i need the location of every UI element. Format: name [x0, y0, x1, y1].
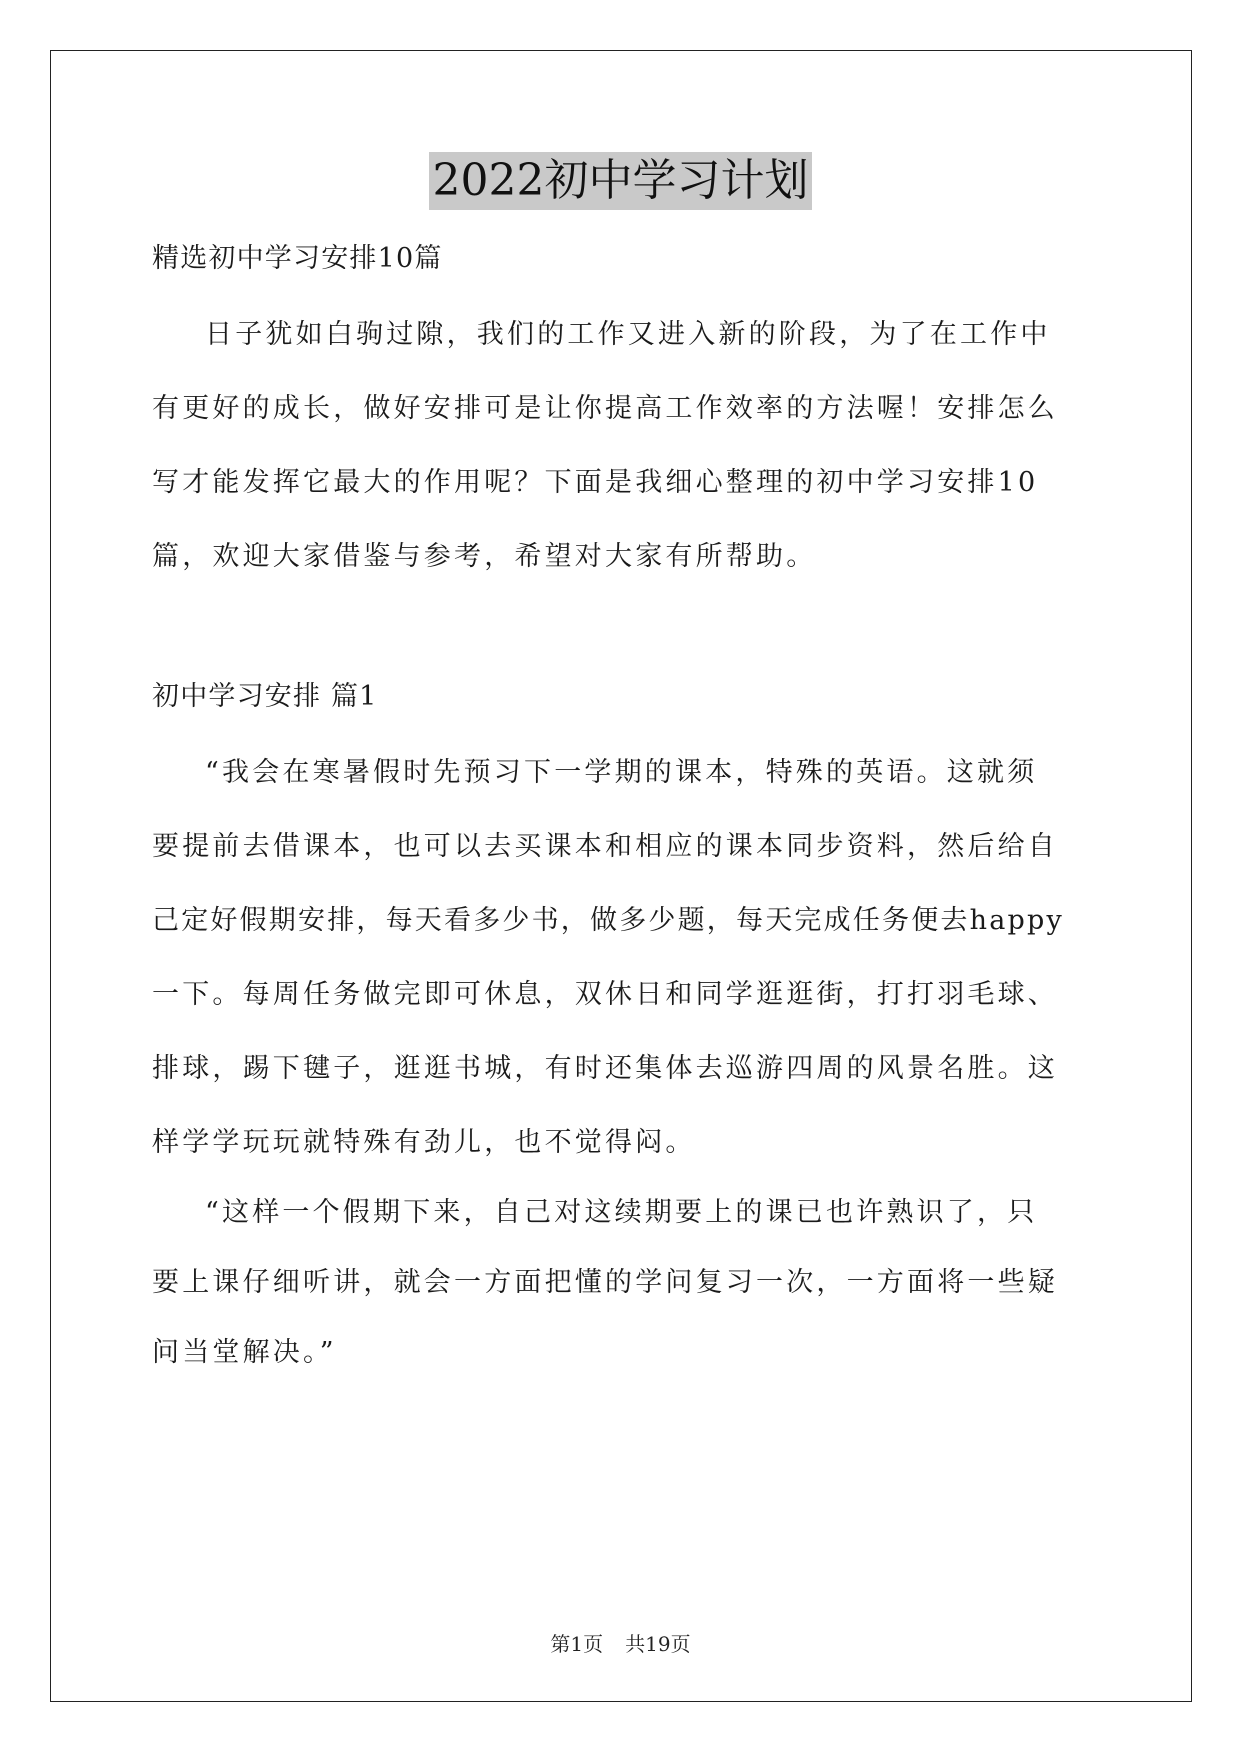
para1-line-5: 排球，踢下毽子，逛逛书城，有时还集体去巡游四周的风景名胜。这 [152, 1053, 1058, 1084]
para1-line-6: 样学学玩玩就特殊有劲儿，也不觉得闷。 [152, 1127, 696, 1158]
page-number: 第1页 [550, 1632, 604, 1656]
section-heading: 初中学习安排 篇1 [152, 681, 378, 712]
para2-line-2: 要上课仔细听讲，就会一方面把懂的学问复习一次，一方面将一些疑 [152, 1267, 1058, 1298]
page-border [50, 50, 1192, 1702]
para1-line-2: 要提前去借课本，也可以去买课本和相应的课本同步资料，然后给自 [152, 831, 1058, 862]
intro-line-2: 有更好的成长，做好安排可是让你提高工作效率的方法喔！安排怎么 [152, 393, 1058, 424]
document-title: 2022初中学习计划 [429, 152, 813, 210]
para2-line-3: 问当堂解决。” [152, 1337, 337, 1368]
para1-line-1: “我会在寒暑假时先预习下一学期的课本，特殊的英语。这就须 [205, 757, 1038, 788]
title-container [0, 152, 1241, 210]
document-subtitle: 精选初中学习安排10篇 [152, 243, 443, 274]
intro-line-4: 篇，欢迎大家借鉴与参考，希望对大家有所帮助。 [152, 541, 817, 572]
para1-line-4: 一下。每周任务做完即可休息，双休日和同学逛逛街，打打羽毛球、 [152, 979, 1058, 1010]
para2-line-1: “这样一个假期下来，自己对这续期要上的课已也许熟识了，只 [205, 1197, 1038, 1228]
intro-line-3: 写才能发挥它最大的作用呢？下面是我细心整理的初中学习安排10 [152, 467, 1039, 498]
intro-line-1: 日子犹如白驹过隙，我们的工作又进入新的阶段，为了在工作中 [205, 319, 1051, 350]
page-footer [0, 1628, 1241, 1657]
para1-line-3: 己定好假期安排，每天看多少书，做多少题，每天完成任务便去happy [152, 905, 1064, 936]
page-total: 共19页 [625, 1632, 691, 1656]
